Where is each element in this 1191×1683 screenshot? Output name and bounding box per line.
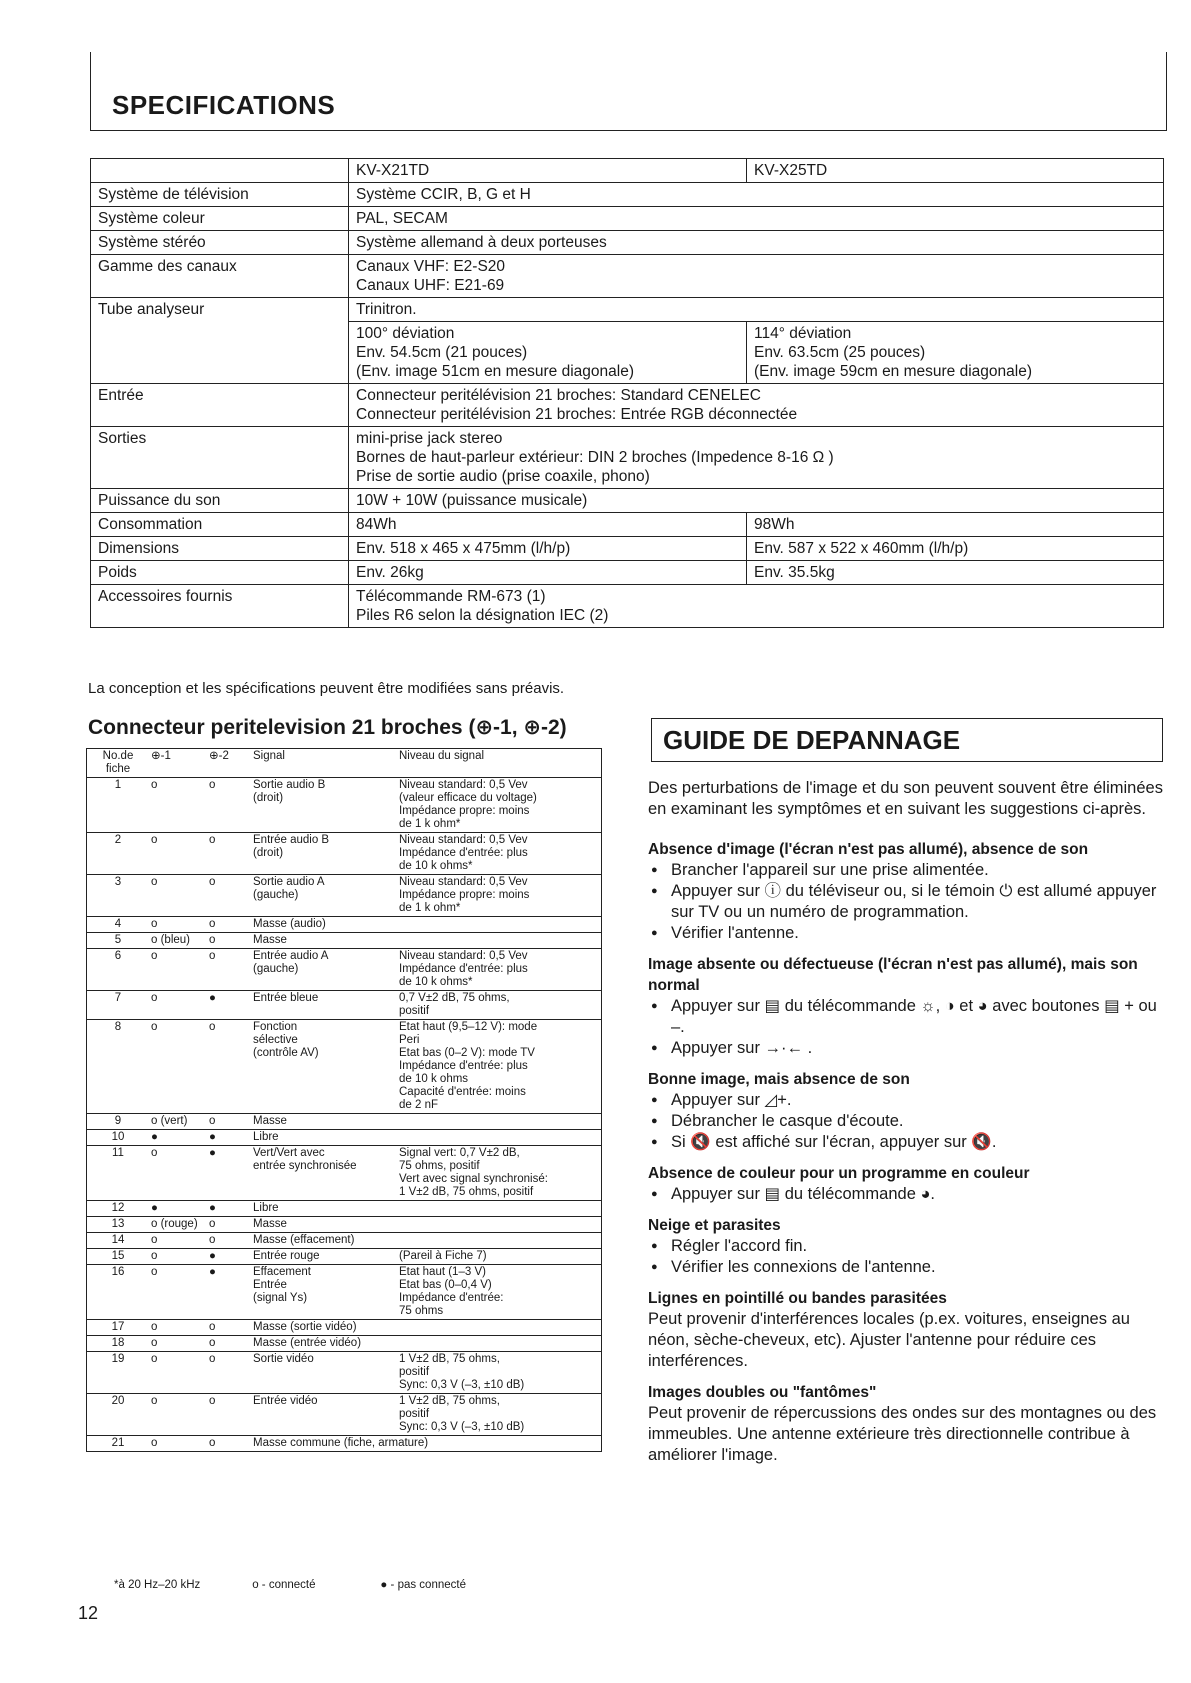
pin-number: 4: [87, 917, 150, 933]
pin-level: Niveau standard: 0,5 Vev (valeur efficace du voltage) Impédance propre: moins de 1 k ohm*: [397, 778, 602, 833]
pin-row: [87, 1265, 602, 1320]
pin-row: [87, 991, 602, 1020]
guide-heading: Bonne image, mais absence de son: [648, 1071, 910, 1088]
pin-scart1: o: [149, 1394, 207, 1436]
pin-scart1: o: [149, 1436, 207, 1452]
pin-table-header: Signal: [251, 749, 397, 778]
pin-scart2: o: [207, 1352, 251, 1394]
spec-label: Système stéréo: [91, 231, 349, 255]
pin-signal: Masse commune (fiche, armature): [251, 1436, 602, 1452]
pin-scart1: o: [149, 991, 207, 1020]
pin-number: 12: [87, 1201, 150, 1217]
spec-header-row: [91, 159, 1164, 183]
pin-number: 3: [87, 875, 150, 917]
pin-level: 1 V±2 dB, 75 ohms, positif Sync: 0,3 V (–3, ±10 dB): [397, 1394, 602, 1436]
pin-scart1: o: [149, 1233, 207, 1249]
spec-label: Système coleur: [91, 207, 349, 231]
pin-signal: Masse: [251, 933, 397, 949]
spec-row: [91, 561, 1164, 585]
pin-table-header: No.de fiche: [87, 749, 150, 778]
pin-row: [87, 1352, 602, 1394]
spec-value-25: Env. 587 x 522 x 460mm (l/h/p): [747, 537, 1164, 561]
legend-connected: o - connecté: [252, 1579, 316, 1591]
footnote-frequency: *à 20 Hz–20 kHz: [114, 1579, 201, 1591]
pin-scart2: o: [207, 875, 251, 917]
spec-label: Gamme des canaux: [91, 255, 349, 298]
spec-label: Sorties: [91, 427, 349, 489]
page-number: 12: [78, 1603, 99, 1623]
pin-level: Niveau standard: 0,5 Vev Impédance d'entrée: plus de 10 k ohms*: [397, 949, 602, 991]
spec-value-21: 100° déviation Env. 54.5cm (21 pouces) (Env. image 51cm en mesure diagonale): [349, 322, 747, 384]
spec-value: PAL, SECAM: [349, 207, 1164, 231]
spec-row: [91, 427, 1164, 489]
spec-label: Poids: [91, 561, 349, 585]
pin-signal: Fonction sélective (contrôle AV): [251, 1020, 397, 1114]
page-title: SPECIFICATIONS: [112, 90, 336, 120]
spec-header-empty: [91, 159, 349, 183]
pin-scart1: o: [149, 1320, 207, 1336]
pin-number: 16: [87, 1265, 150, 1320]
guide-bullet: ● Appuyer sur ⓘ du téléviseur ou, si le témoin ⏻ est allumé appuyer sur TV ou un numéro de programmation.: [648, 881, 1168, 923]
spec-value-25: Env. 35.5kg: [747, 561, 1164, 585]
pin-level: [397, 1130, 602, 1146]
pin-scart1: o (rouge): [149, 1217, 207, 1233]
pin-signal: Entrée vidéo: [251, 1394, 397, 1436]
pin-row: [87, 1249, 602, 1265]
spec-row: [91, 207, 1164, 231]
pin-scart1: o (bleu): [149, 933, 207, 949]
pin-scart2: o: [207, 1394, 251, 1436]
pin-level: [397, 1336, 602, 1352]
pin-row: [87, 933, 602, 949]
pin-scart2: ●: [207, 1130, 251, 1146]
pin-scart2: ●: [207, 1201, 251, 1217]
spec-label: Dimensions: [91, 537, 349, 561]
pin-scart2: o: [207, 778, 251, 833]
pin-scart2: o: [207, 1233, 251, 1249]
spec-value: Trinitron.: [349, 298, 1164, 322]
pin-level: Niveau standard: 0,5 Vev Impédance propre: moins de 1 k ohm*: [397, 875, 602, 917]
pin-signal: Masse: [251, 1217, 397, 1233]
pin-signal: Masse (audio): [251, 917, 397, 933]
pin-scart1: o: [149, 917, 207, 933]
pin-number: 6: [87, 949, 150, 991]
pin-row: [87, 1394, 602, 1436]
pin-level: Etat haut (9,5–12 V): mode Peri Etat bas (0–2 V): mode TV Impédance d'entrée: plus de 10 k ohms Capacité d'entrée: moins de 2 nF: [397, 1020, 602, 1114]
pin-number: 19: [87, 1352, 150, 1394]
spec-row: [91, 298, 1164, 322]
guide-heading: Neige et parasites: [648, 1217, 781, 1234]
pin-row: [87, 1020, 602, 1114]
guide-bullet: ● Si 🔇 est affiché sur l'écran, appuyer sur 🔇.: [648, 1132, 1168, 1153]
guide-bullet-list: [648, 1090, 1168, 1153]
pin-level: Etat haut (1–3 V) Etat bas (0–0,4 V) Impédance d'entrée: 75 ohms: [397, 1265, 602, 1320]
spec-note: La conception et les spécifications peuvent être modifiées sans préavis.: [88, 680, 565, 697]
pin-scart1: ●: [149, 1201, 207, 1217]
pin-number: 21: [87, 1436, 150, 1452]
guide-bullet-list: [648, 1236, 1168, 1278]
pin-row: [87, 1114, 602, 1130]
pin-number: 11: [87, 1146, 150, 1201]
pin-scart2: ●: [207, 1249, 251, 1265]
pin-row: [87, 917, 602, 933]
guide-bullet: ● Régler l'accord fin.: [648, 1236, 1168, 1257]
guide-heading: Absence de couleur pour un programme en couleur: [648, 1165, 1030, 1182]
pin-scart1: o: [149, 1265, 207, 1320]
pin-signal: Sortie audio B (droit): [251, 778, 397, 833]
pin-signal: Entrée audio B (droit): [251, 833, 397, 875]
pin-row: [87, 833, 602, 875]
troubleshooting-guide: [648, 778, 1168, 1476]
guide-bullet-list: [648, 860, 1168, 944]
pin-number: 7: [87, 991, 150, 1020]
spec-row: [91, 255, 1164, 298]
pin-row: [87, 1336, 602, 1352]
pin-scart1: ●: [149, 1130, 207, 1146]
pin-level: [397, 1201, 602, 1217]
pin-scart1: o: [149, 875, 207, 917]
spec-label: Entrée: [91, 384, 349, 427]
spec-label: Accessoires fournis: [91, 585, 349, 628]
pin-level: 1 V±2 dB, 75 ohms, positif Sync: 0,3 V (–3, ±10 dB): [397, 1352, 602, 1394]
spec-row: [91, 231, 1164, 255]
pin-signal: Entrée audio A (gauche): [251, 949, 397, 991]
spec-label: Système de télévision: [91, 183, 349, 207]
pin-scart2: o: [207, 833, 251, 875]
pin-scart2: o: [207, 1114, 251, 1130]
pin-scart1: o: [149, 1020, 207, 1114]
pin-number: 15: [87, 1249, 150, 1265]
guide-bullet: ● Vérifier les connexions de l'antenne.: [648, 1257, 1168, 1278]
pin-scart1: o: [149, 1336, 207, 1352]
spec-label: Consommation: [91, 513, 349, 537]
guide-heading: Absence d'image (l'écran n'est pas allumé), absence de son: [648, 841, 1089, 858]
guide-heading: Images doubles ou "fantômes": [648, 1384, 877, 1401]
pin-scart1: o: [149, 949, 207, 991]
spec-value: Canaux VHF: E2-S20 Canaux UHF: E21-69: [349, 255, 1164, 298]
spec-row: [91, 384, 1164, 427]
pin-level: [397, 1320, 602, 1336]
spec-label: Tube analyseur: [91, 298, 349, 384]
pin-scart2: o: [207, 917, 251, 933]
guide-intro: Des perturbations de l'image et du son peuvent souvent être éliminées en examinant les symptômes et en suivant les suggestions ci-après.: [648, 779, 1163, 818]
pin-signal: Vert/Vert avec entrée synchronisée: [251, 1146, 397, 1201]
pin-scart2: ●: [207, 991, 251, 1020]
spec-value: 10W + 10W (puissance musicale): [349, 489, 1164, 513]
spec-row: [91, 489, 1164, 513]
pin-signal: Masse (sortie vidéo): [251, 1320, 397, 1336]
pin-scart2: o: [207, 1020, 251, 1114]
guide-bullet: ● Débrancher le casque d'écoute.: [648, 1111, 1168, 1132]
spec-value-21: Env. 518 x 465 x 475mm (l/h/p): [349, 537, 747, 561]
pin-level: [397, 917, 602, 933]
pin-number: 13: [87, 1217, 150, 1233]
pin-number: 10: [87, 1130, 150, 1146]
spec-value: Système CCIR, B, G et H: [349, 183, 1164, 207]
pin-number: 20: [87, 1394, 150, 1436]
pin-scart2: o: [207, 933, 251, 949]
guide-heading: Lignes en pointillé ou bandes parasitées: [648, 1290, 947, 1307]
spec-value: Système allemand à deux porteuses: [349, 231, 1164, 255]
pin-signal: Effacement Entrée (signal Ys): [251, 1265, 397, 1320]
spec-row: [91, 183, 1164, 207]
spec-row: [91, 537, 1164, 561]
pin-scart1: o: [149, 778, 207, 833]
pin-table-header: ⊕-2: [207, 749, 251, 778]
spec-row: [91, 585, 1164, 628]
pin-scart2: o: [207, 1217, 251, 1233]
pin-signal: Entrée rouge: [251, 1249, 397, 1265]
guide-bullet: ● Appuyer sur ▤ du télécommande ◕.: [648, 1184, 1168, 1205]
guide-bullet: ● Appuyer sur →·← .: [648, 1038, 1168, 1059]
pin-row: [87, 1217, 602, 1233]
pin-signal: Masse: [251, 1114, 397, 1130]
pin-signal: Sortie audio A (gauche): [251, 875, 397, 917]
spec-value-21: Env. 26kg: [349, 561, 747, 585]
pin-level: [397, 1233, 602, 1249]
model-header: KV-X25TD: [747, 159, 1164, 183]
guide-title: GUIDE DE DEPANNAGE: [663, 725, 961, 755]
guide-bullet: ● Appuyer sur ▤ du télécommande ☼, ◑ et ◕ avec boutones ▤ + ou –.: [648, 996, 1168, 1038]
pin-number: 17: [87, 1320, 150, 1336]
pin-level: Niveau standard: 0,5 Vev Impédance d'entrée: plus de 10 k ohms*: [397, 833, 602, 875]
legend-not-connected: ● - pas connecté: [380, 1579, 466, 1591]
pin-row: [87, 778, 602, 833]
pin-signal: Entrée bleue: [251, 991, 397, 1020]
pin-number: 5: [87, 933, 150, 949]
pin-scart1: o: [149, 1146, 207, 1201]
pin-table-footnote: [114, 1579, 594, 1591]
pin-table-header: Niveau du signal: [397, 749, 602, 778]
pin-scart2: o: [207, 949, 251, 991]
guide-bullet-list: [648, 996, 1168, 1059]
guide-heading: Image absente ou défectueuse (l'écran n'est pas allumé), mais son normal: [648, 956, 1138, 994]
pin-signal: Libre: [251, 1130, 397, 1146]
pin-scart2: o: [207, 1336, 251, 1352]
pin-signal: Libre: [251, 1201, 397, 1217]
pin-row: [87, 875, 602, 917]
pin-row: [87, 1146, 602, 1201]
pin-scart2: o: [207, 1320, 251, 1336]
pin-row: [87, 1436, 602, 1452]
pin-scart1: o: [149, 1249, 207, 1265]
pin-row: [87, 1233, 602, 1249]
specifications-table: [90, 158, 1164, 628]
spec-value-25: 98Wh: [747, 513, 1164, 537]
pin-row: [87, 949, 602, 991]
pin-number: 9: [87, 1114, 150, 1130]
pin-number: 8: [87, 1020, 150, 1114]
guide-bullet: ● Appuyer sur ◿+.: [648, 1090, 1168, 1111]
pin-scart2: ●: [207, 1146, 251, 1201]
pin-table-header: ⊕-1: [149, 749, 207, 778]
pin-number: 2: [87, 833, 150, 875]
pin-level: 0,7 V±2 dB, 75 ohms, positif: [397, 991, 602, 1020]
pin-level: [397, 1217, 602, 1233]
guide-bullet: ● Vérifier l'antenne.: [648, 923, 1168, 944]
pin-number: 18: [87, 1336, 150, 1352]
spec-label: Puissance du son: [91, 489, 349, 513]
pin-scart1: o: [149, 1352, 207, 1394]
pin-scart1: o (vert): [149, 1114, 207, 1130]
spec-value-25: 114° déviation Env. 63.5cm (25 pouces) (Env. image 59cm en mesure diagonale): [747, 322, 1164, 384]
pin-row: [87, 1201, 602, 1217]
pin-level: [397, 933, 602, 949]
pin-number: 1: [87, 778, 150, 833]
pin-scart2: o: [207, 1436, 251, 1452]
spec-value-21: 84Wh: [349, 513, 747, 537]
pin-level: (Pareil à Fiche 7): [397, 1249, 602, 1265]
pin-signal: Masse (effacement): [251, 1233, 397, 1249]
pin-number: 14: [87, 1233, 150, 1249]
guide-bullet-list: [648, 1184, 1168, 1205]
guide-bullet: ● Brancher l'appareil sur une prise alimentée.: [648, 860, 1168, 881]
guide-text: Peut provenir de répercussions des ondes sur des montagnes ou des immeubles. Une antenne extérieure très directionnelle contribue à améliorer l'image.: [648, 1404, 1157, 1464]
pin-level: [397, 1114, 602, 1130]
guide-sections: [648, 839, 1168, 1466]
pin-row: [87, 1320, 602, 1336]
pin-scart1: o: [149, 833, 207, 875]
pin-signal: Masse (entrée vidéo): [251, 1336, 397, 1352]
pin-signal: Sortie vidéo: [251, 1352, 397, 1394]
pin-level: Signal vert: 0,7 V±2 dB, 75 ohms, positif Vert avec signal synchronisé: 1 V±2 dB, 75 ohms, positif: [397, 1146, 602, 1201]
connector-pin-table: [86, 748, 602, 1452]
connector-title: Connecteur peritelevision 21 broches (⊕-1, ⊕-2): [88, 716, 567, 739]
model-header: KV-X21TD: [349, 159, 747, 183]
guide-text: Peut provenir d'interférences locales (p.ex. voitures, enseignes au néon, sèche-cheveux, etc). Ajuster l'antenne pour réduire ces interférences.: [648, 1310, 1130, 1370]
spec-value: Connecteur peritélévision 21 broches: Standard CENELEC Connecteur peritélévision 21 broches: Entrée RGB déconnectée: [349, 384, 1164, 427]
pin-row: [87, 1130, 602, 1146]
pin-scart2: ●: [207, 1265, 251, 1320]
spec-value: Télécommande RM-673 (1) Piles R6 selon la désignation IEC (2): [349, 585, 1164, 628]
spec-row: [91, 513, 1164, 537]
spec-value: mini-prise jack stereo Bornes de haut-parleur extérieur: DIN 2 broches (Impedence 8-16 Ω ) Prise de sortie audio (prise coaxile, phono): [349, 427, 1164, 489]
